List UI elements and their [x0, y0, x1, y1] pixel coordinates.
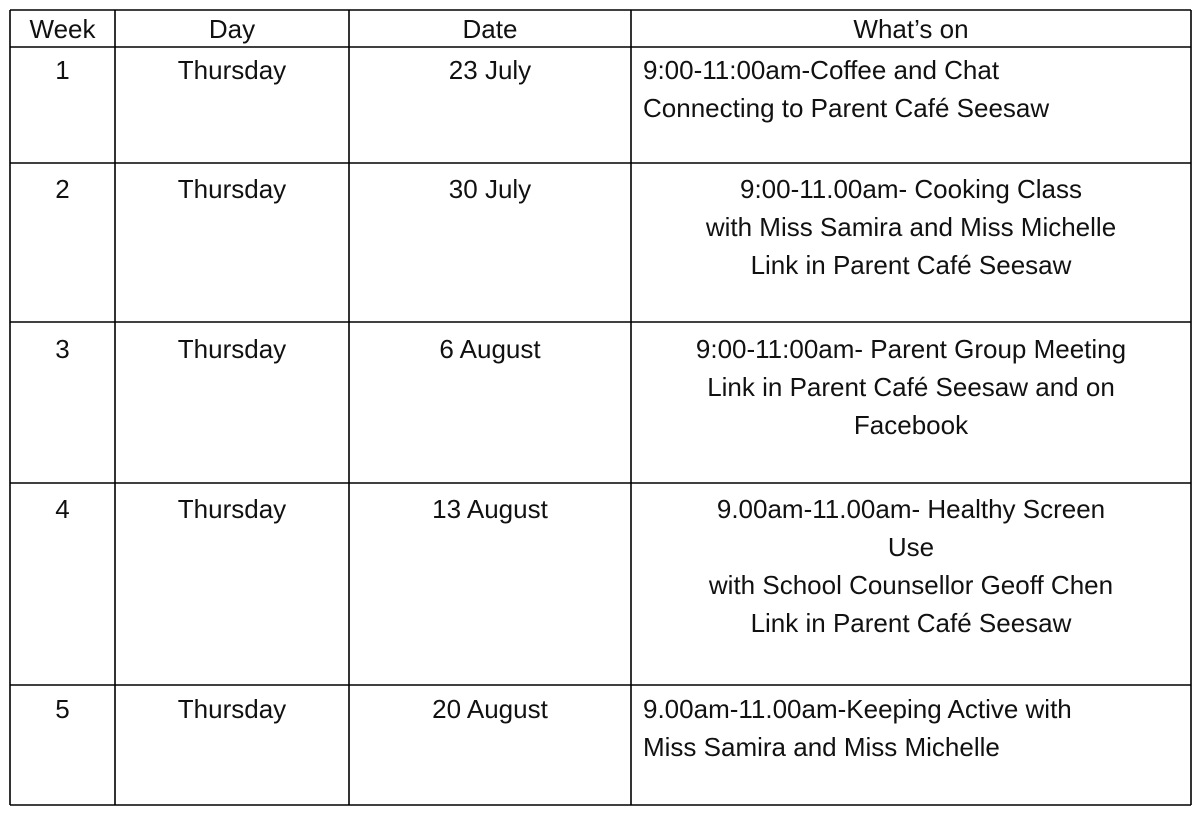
day-cell: Thursday — [177, 174, 287, 204]
date-cell: 6 August — [439, 334, 541, 364]
week-cell: 4 — [55, 494, 70, 524]
whats-on-line: 9:00-11.00am- Cooking Class — [739, 174, 1083, 204]
whats-on-line: 9.00am-11.00am-Keeping Active with — [643, 694, 1072, 724]
header-day: Day — [208, 14, 256, 44]
whats-on-line: 9.00am-11.00am- Healthy Screen — [716, 494, 1106, 524]
whats-on-line: Facebook — [853, 410, 969, 440]
whats-on-line: Miss Samira and Miss Michelle — [643, 732, 1000, 762]
header-date: Date — [462, 14, 518, 44]
day-cell: Thursday — [177, 55, 287, 85]
whats-on-line: Link in Parent Café Seesaw — [750, 608, 1072, 638]
whats-on-cell — [631, 490, 1191, 642]
date-cell: 23 July — [448, 55, 532, 85]
header-whats-on: What’s on — [853, 14, 969, 44]
whats-on-cell — [631, 330, 1191, 444]
date-cell: 20 August — [432, 694, 548, 724]
week-cell: 5 — [55, 694, 70, 724]
whats-on-line: 9:00-11:00am- Parent Group Meeting — [695, 334, 1127, 364]
whats-on-line: with School Counsellor Geoff Chen — [708, 570, 1114, 600]
date-cell: 13 August — [432, 494, 548, 524]
whats-on-line: Use — [887, 532, 935, 562]
week-cell: 2 — [55, 174, 70, 204]
whats-on-line: Connecting to Parent Café Seesaw — [643, 93, 1050, 123]
week-cell: 1 — [55, 55, 70, 85]
whats-on-line: Link in Parent Café Seesaw — [750, 250, 1072, 280]
whats-on-cell — [631, 170, 1191, 284]
whats-on-line: Link in Parent Café Seesaw and on — [707, 372, 1115, 402]
week-cell: 3 — [55, 334, 70, 364]
whats-on-cell — [643, 690, 1188, 766]
whats-on-line: with Miss Samira and Miss Michelle — [705, 212, 1117, 242]
day-cell: Thursday — [177, 334, 287, 364]
whats-on-line: 9:00-11:00am-Coffee and Chat — [643, 55, 1000, 85]
day-cell: Thursday — [177, 694, 287, 724]
date-cell: 30 July — [448, 174, 532, 204]
whats-on-cell — [643, 51, 1188, 127]
day-cell: Thursday — [177, 494, 287, 524]
header-week: Week — [29, 14, 96, 44]
